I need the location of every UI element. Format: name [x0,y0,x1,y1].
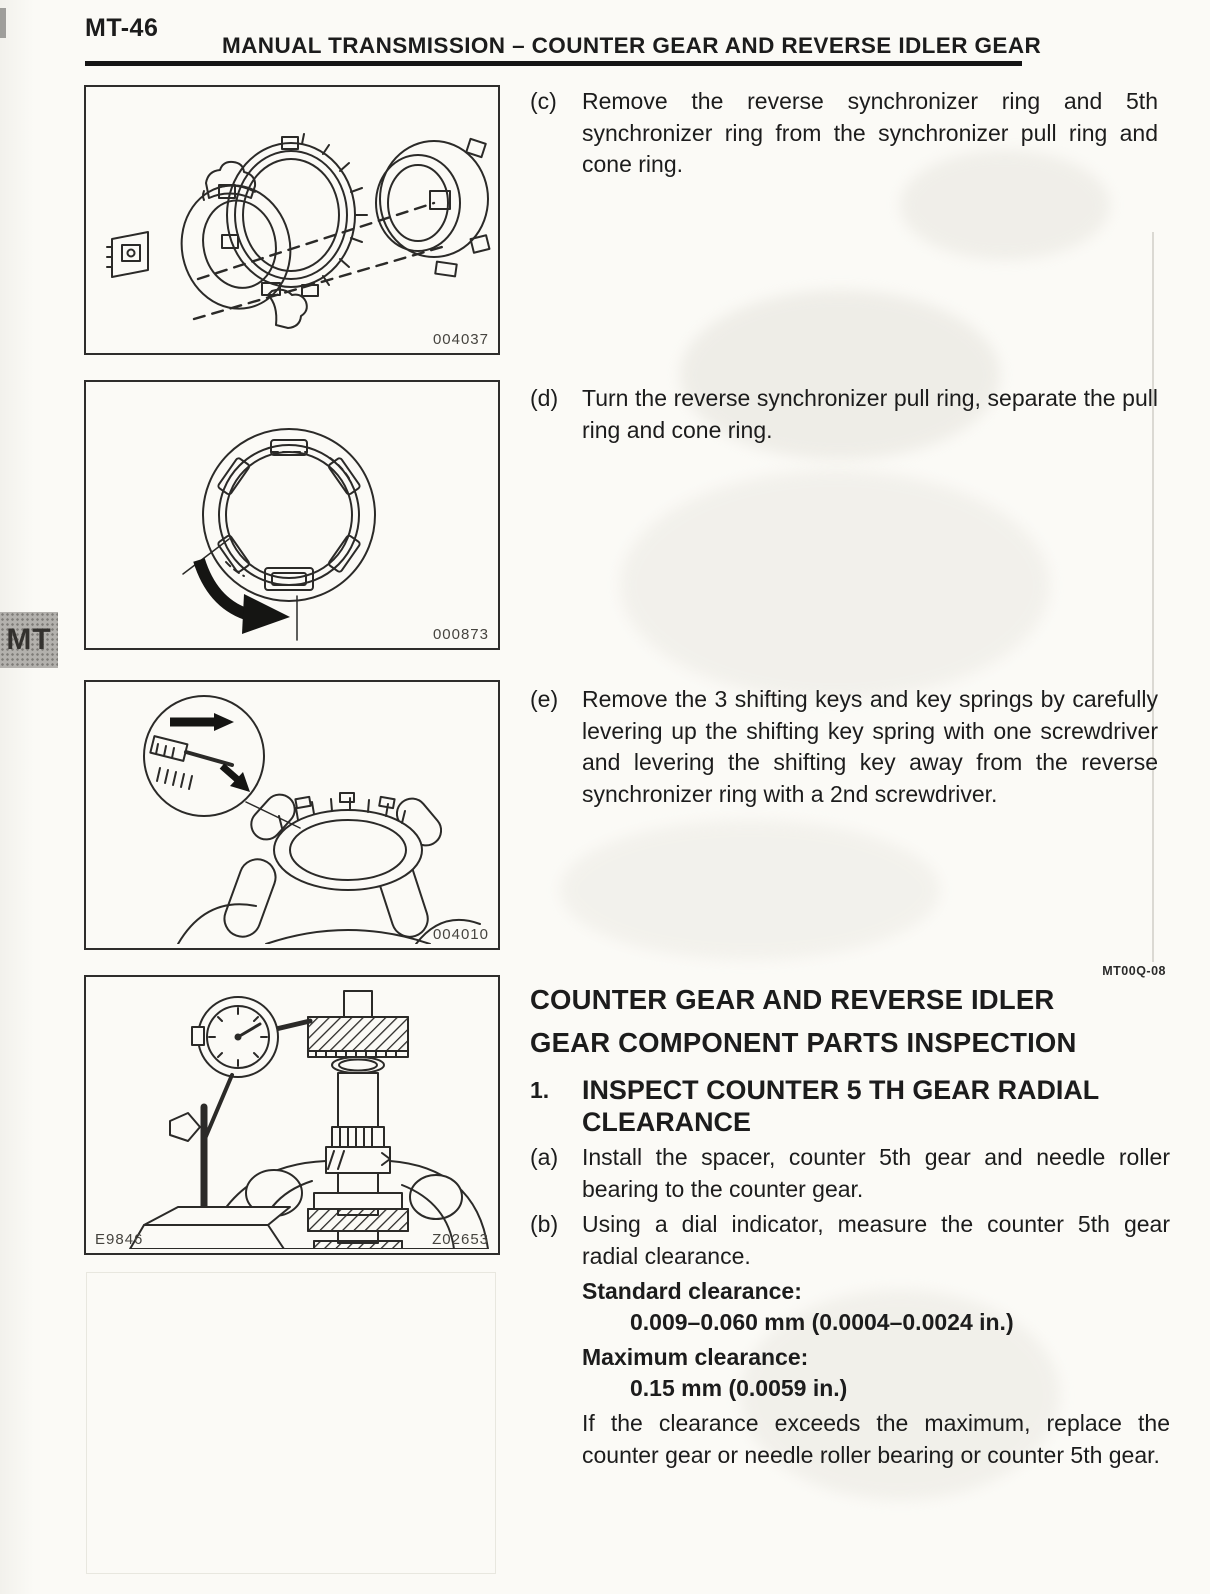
spec-label-standard: Standard clearance: [582,1278,802,1304]
bleed-through-artifact [620,470,1050,700]
dial-indicator [130,997,310,1249]
figure-shifting-key-removal [84,680,500,950]
spec-value-standard: 0.009–0.060 mm (0.0004–0.0024 in.) [630,1309,1014,1335]
scan-artifact-box [86,1272,496,1574]
figure-pull-ring-rotation [84,380,500,650]
inspection-note: If the clearance exceeds the maximum, replace the counter gear or needle roller bearing or counter 5th gear. [582,1410,1170,1468]
figure-dial-indicator [84,975,500,1255]
step-d [530,383,1158,446]
spec-label-maximum: Maximum clearance: [582,1344,809,1370]
section-tab-mt: MT [0,612,58,668]
step-text: Remove the 3 shifting keys and key springs by carefully levering up the shifting key spring with one screwdriver and levering the shifting key away from the reverse synchronizer ring with a 2nd screwdriver. [582,686,1158,807]
figure-code: 004010 [432,926,489,943]
inspection-section [530,964,1170,1471]
scan-artifact-line [1152,232,1154,962]
substep-text: Install the spacer, counter 5th gear and needle roller bearing to the counter gear. [582,1144,1170,1202]
dial-indicator-illustration [86,977,494,1249]
figure-code: 000873 [432,626,489,643]
header-rule [85,61,1022,66]
section-code: MT00Q-08 [1102,964,1166,978]
substep-text: Using a dial indicator, measure the counter 5th gear radial clearance. [582,1211,1170,1269]
substep-label: (a) [530,1144,559,1170]
step-label: (d) [530,385,559,411]
step-text: Turn the reverse synchronizer pull ring, separate the pull ring and cone ring. [582,385,1158,443]
procedure-title: INSPECT COUNTER 5 TH GEAR RADIAL CLEARANCE [582,1075,1099,1137]
bleed-through-artifact [560,820,940,960]
step-label: (c) [530,88,557,114]
header-title: MANUAL TRANSMISSION – COUNTER GEAR AND REVERSE IDLER GEAR [222,33,1042,58]
step-e [530,684,1158,810]
cone-ring [376,139,489,276]
shifting-key-removal-illustration [86,682,494,944]
counter-gear-shaft [308,991,408,1249]
procedure-number: 1. [530,1077,550,1103]
substep-a [530,1142,1170,1205]
synchronizer-ring [219,134,367,296]
substep-label: (b) [530,1211,559,1237]
substep-b [530,1209,1170,1272]
pull-ring-rotation-illustration [86,382,494,644]
exploded-rings-illustration [86,87,494,349]
figure-code: 004037 [432,331,489,348]
spec-value-maximum: 0.15 mm (0.0059 in.) [630,1375,848,1401]
scan-artifact-corner [0,8,6,38]
figure-code-left: E9846 [95,1231,144,1248]
rotation-arrow [199,560,290,634]
page-number: MT-46 [85,14,159,42]
step-text: Remove the reverse synchronizer ring and 5th synchronizer ring from the synchronizer pull ring and cone ring. [582,88,1158,177]
procedure-1 [530,1074,1170,1138]
figure-exploded-rings [84,85,500,355]
step-label: (e) [530,686,559,712]
section-title: COUNTER GEAR AND REVERSE IDLER GEAR COMPONENT PARTS INSPECTION [530,984,1077,1058]
figure-code: Z02653 [432,1231,489,1248]
step-c [530,86,1158,181]
